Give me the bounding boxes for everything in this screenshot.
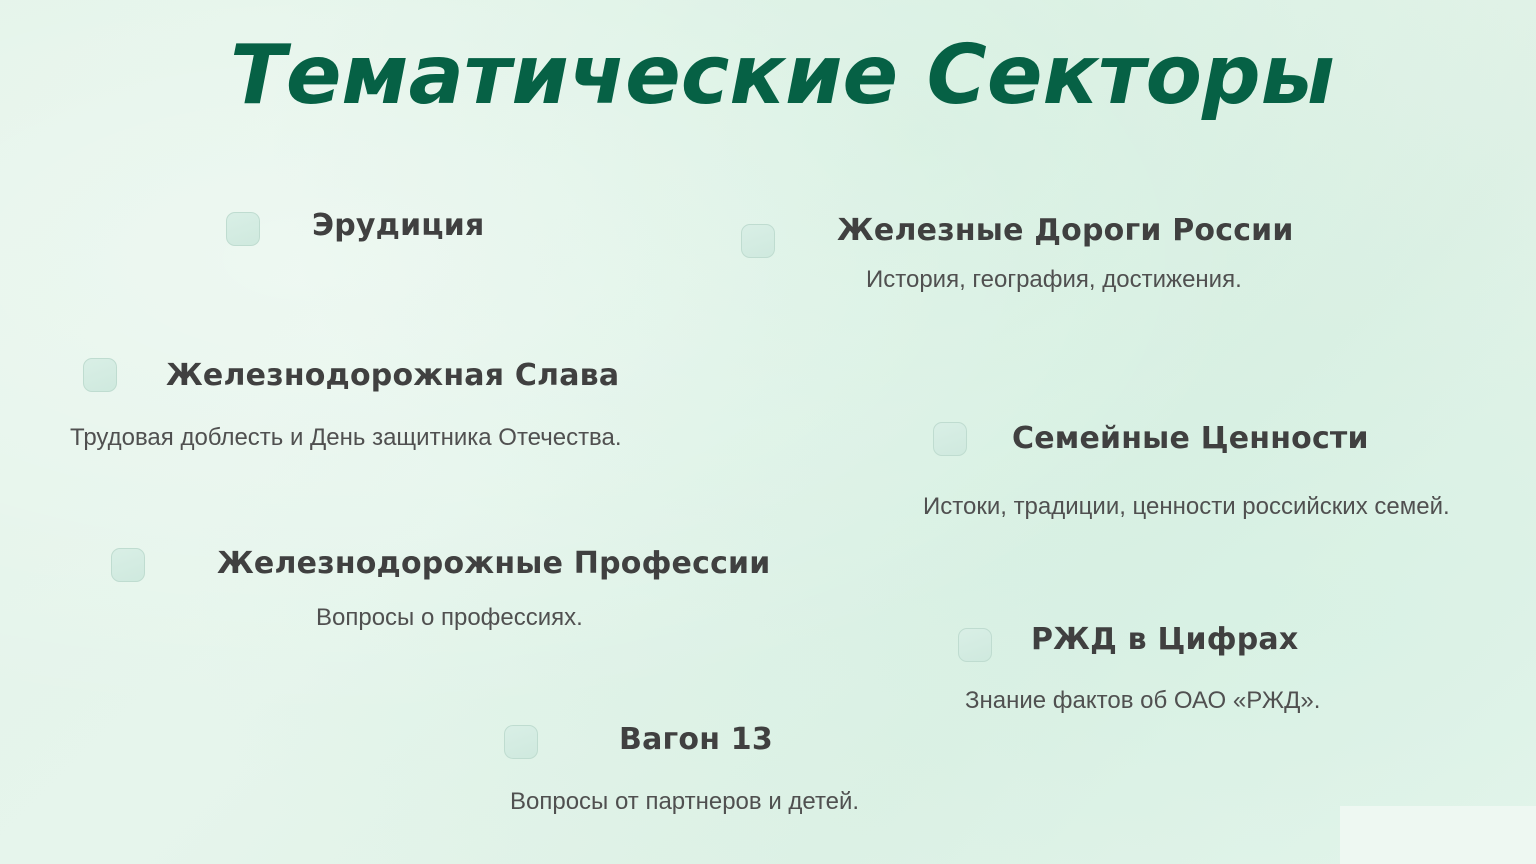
sector-title-wagon-13: Вагон 13	[619, 722, 773, 757]
sector-description-railway-glory: Трудовая доблесть и День защитника Отечества.	[70, 424, 622, 451]
sector-title-erudition: Эрудиция	[312, 208, 485, 243]
corner-patch	[1340, 806, 1536, 864]
sector-title-russian-railways: Железные Дороги России	[837, 213, 1294, 248]
sector-title-rzd-in-numbers: РЖД в Цифрах	[1031, 622, 1299, 657]
bullet-icon	[111, 548, 145, 582]
bullet-icon	[226, 212, 260, 246]
bullet-icon	[504, 725, 538, 759]
slide-title: Тематические Секторы	[230, 28, 1335, 123]
bullet-icon	[741, 224, 775, 258]
sector-description-railway-professions: Вопросы о профессиях.	[316, 604, 583, 631]
bullet-icon	[933, 422, 967, 456]
sector-title-railway-glory: Железнодорожная Слава	[166, 358, 620, 393]
bullet-icon	[83, 358, 117, 392]
sector-title-railway-professions: Железнодорожные Профессии	[217, 546, 771, 581]
sector-description-wagon-13: Вопросы от партнеров и детей.	[510, 788, 860, 815]
bullet-icon	[958, 628, 992, 662]
sector-description-russian-railways: История, география, достижения.	[866, 266, 1242, 293]
sector-description-family-values: Истоки, традиции, ценности российских семей.	[923, 493, 1450, 520]
sector-description-rzd-in-numbers: Знание фактов об ОАО «РЖД».	[965, 687, 1321, 714]
sector-title-family-values: Семейные Ценности	[1012, 421, 1369, 456]
